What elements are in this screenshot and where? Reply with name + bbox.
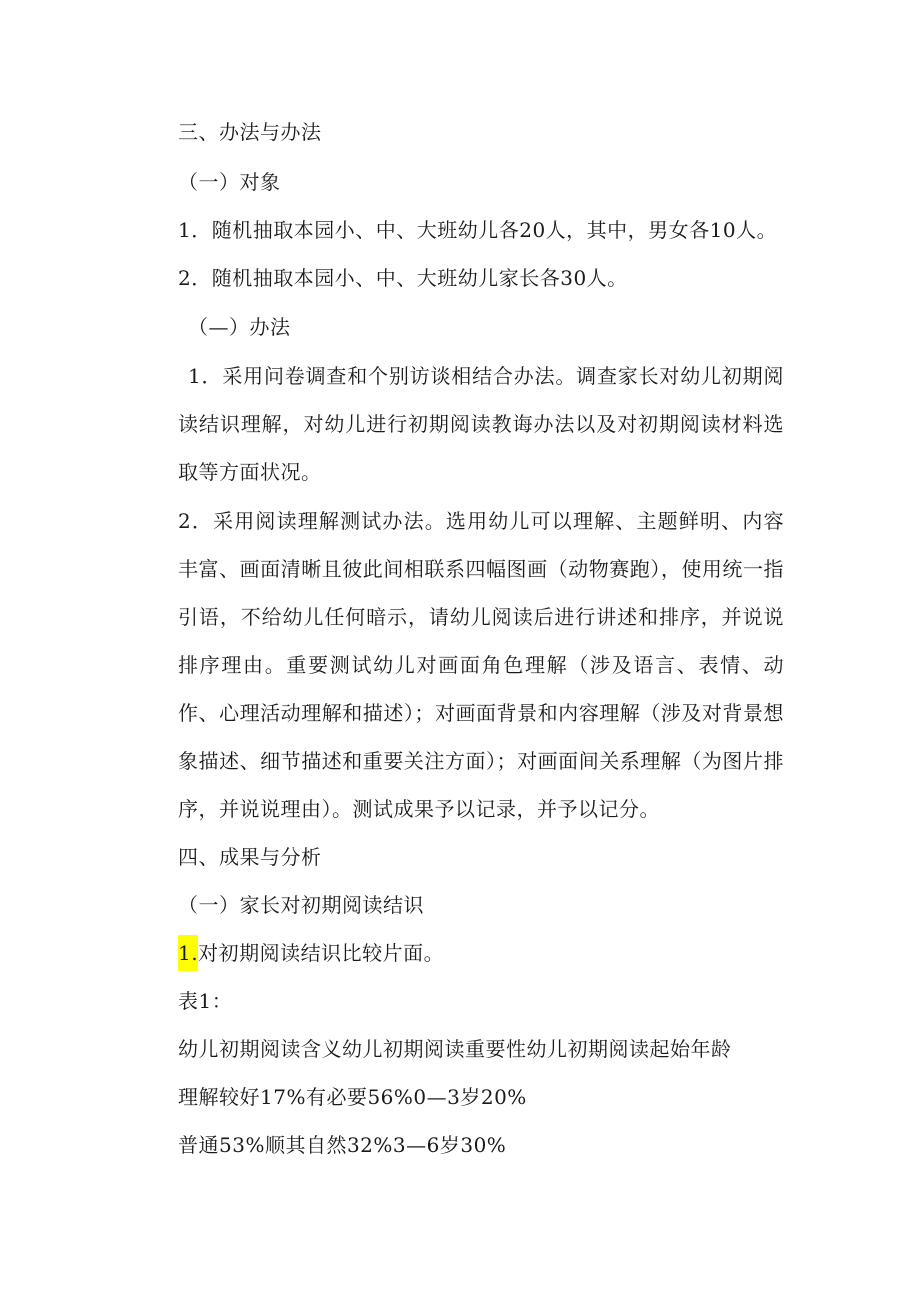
subsection-method-heading: （—）办法 — [188, 315, 291, 339]
table-header-row: 幼儿初期阅读含义幼儿初期阅读重要性幼儿初期阅读起始年龄 — [178, 1037, 732, 1061]
point-1-number-highlight: 1. — [178, 935, 198, 971]
subsection-parents-heading: （一）家长对初期阅读结识 — [178, 893, 424, 917]
table-caption: 表1： — [178, 989, 233, 1013]
objects-item-2: 2．随机抽取本园小、中、大班幼儿家长各30人。 — [178, 266, 628, 290]
subsection-objects-heading: （一）对象 — [178, 170, 281, 194]
point-1-text: 对初期阅读结识比较片面。 — [198, 941, 445, 965]
method-item-1: 1．采用问卷调查和个别访谈相结合办法。调查家长对幼儿初期阅读结识理解，对幼儿进行初期阅读教诲办法以及对初期阅读材料选取等方面状况。 — [178, 364, 784, 484]
objects-item-1: 1．随机抽取本园小、中、大班幼儿各20人，其中，男女各10人。 — [178, 218, 778, 242]
section-4-heading: 四、成果与分析 — [178, 845, 322, 869]
table-row-2: 普通53%顺其自然32%3—6岁30% — [178, 1133, 507, 1157]
point-1 — [178, 941, 444, 965]
method-item-2: 2．采用阅读理解测试办法。选用幼儿可以理解、主题鲜明、内容丰富、画面清晰且彼此间相联系四幅图画（动物赛跑），使用统一指引语，不给幼儿任何暗示，请幼儿阅读后进行讲述和排序，并说说排序理由。重要测试幼儿对画面角色理解（涉及语言、表情、动作、心理活动理解和描述）；对画面背景和内容理解（涉及对背景想象描述、细节描述和重要关注方面）；对画面间关系理解（为图片排序，并说说理由）。测试成果予以记录，并予以记分。 — [178, 509, 784, 821]
table-row-1: 理解较好17%有必要56%0—3岁20% — [178, 1085, 527, 1109]
section-3-heading: 三、办法与办法 — [178, 120, 322, 144]
